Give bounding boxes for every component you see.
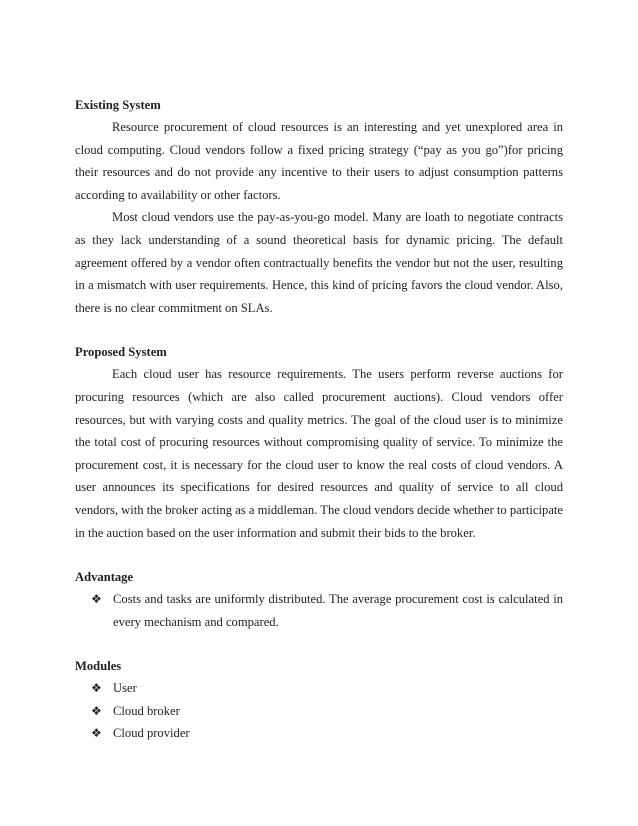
existing-system-heading: Existing System — [75, 98, 161, 112]
module-item-text: User — [113, 681, 137, 696]
module-item-text: Cloud broker — [113, 703, 180, 718]
advantage-heading: Advantage — [75, 570, 134, 585]
module-item-text: Cloud provider — [113, 726, 190, 741]
diamond-bullet-icon: ❖ — [91, 703, 102, 718]
proposed-system-heading: Proposed System — [75, 345, 167, 360]
diamond-bullet-icon: ❖ — [91, 726, 102, 741]
existing-system-paragraph-2: Most cloud vendors use the pay-as-you-go model. Many are loath to negotiate contracts as they lack understanding of a sound theoretical basis for dynamic pricing. The default agreement offered by a vendor often contractually benefits the vendor but not the user, resulting in a mismatch with user requirements. Hence, this kind of pricing favors the cloud vendor. Also, there is no clear commitment on SLAs. — [75, 210, 563, 315]
modules-heading: Modules — [75, 659, 122, 674]
module-item-user — [75, 677, 563, 700]
advantage-list — [75, 588, 563, 633]
diamond-bullet-icon: ❖ — [91, 592, 102, 607]
diamond-bullet-icon: ❖ — [91, 681, 102, 696]
existing-system-paragraph-1: Resource procurement of cloud resources is an interesting and yet unexplored area in cloud computing. Cloud vendors follow a fixed pricing strategy (“pay as you go”)for pricing their resources and do not provide any incentive to their users to adjust consumption patterns according to availability or other factors. — [75, 120, 563, 202]
proposed-system-paragraph: Each cloud user has resource requirements. The users perform reverse auctions for procuring resources (which are also called procurement auctions). Cloud vendors offer resources, but with varying costs and quality metrics. The goal of the cloud user is to minimize the total cost of procuring resources without compromising quality of service. To minimize the procurement cost, it is necessary for the cloud user to know the real costs of cloud vendors. A user announces its specifications for desired resources and quality of service to all cloud vendors, with the broker acting as a middleman. The cloud vendors decide whether to participate in the auction based on the user information and submit their bids to the broker. — [75, 367, 563, 540]
advantage-item — [75, 588, 563, 633]
advantage-item-text: Costs and tasks are uniformly distributed. The average procurement cost is calculated in every mechanism and compared. — [113, 592, 563, 629]
module-item-cloud-broker — [75, 700, 563, 723]
modules-list — [75, 677, 563, 745]
document-page — [75, 94, 563, 745]
module-item-cloud-provider — [75, 722, 563, 745]
